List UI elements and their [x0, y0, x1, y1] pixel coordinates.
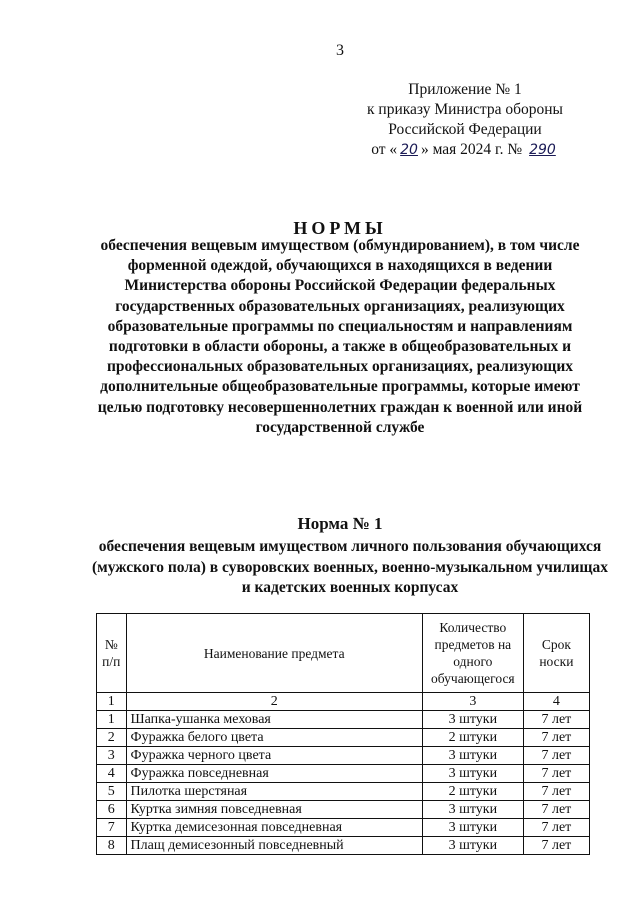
row-name: Пилотка шерстяная — [126, 783, 422, 801]
table-row — [97, 801, 590, 819]
table-row — [97, 765, 590, 783]
appendix-block — [340, 80, 590, 160]
row-qty: 2 штуки — [422, 729, 523, 747]
row-num: 4 — [97, 765, 127, 783]
index-cell: 3 — [422, 693, 523, 711]
row-num: 3 — [97, 747, 127, 765]
handwritten-day: 20 — [400, 142, 418, 158]
row-qty: 3 штуки — [422, 837, 523, 855]
row-term: 7 лет — [523, 765, 589, 783]
row-num: 5 — [97, 783, 127, 801]
norm-subtitle: обеспечения вещевым имуществом личного пользования обучающихся (мужского пола) в суворовских военных, военно-музыкальном училищах и кадетских военных корпусах — [91, 538, 608, 596]
norm-title: Норма № 1 — [297, 514, 383, 533]
row-qty: 3 штуки — [422, 711, 523, 729]
row-term: 7 лет — [523, 747, 589, 765]
index-cell: 1 — [97, 693, 127, 711]
row-name: Шапка-ушанка меховая — [126, 711, 422, 729]
row-name: Куртка демисезонная повседневная — [126, 819, 422, 837]
table-row — [97, 819, 590, 837]
table-row — [97, 837, 590, 855]
row-qty: 3 штуки — [422, 747, 523, 765]
row-name: Фуражка белого цвета — [126, 729, 422, 747]
row-num: 6 — [97, 801, 127, 819]
row-name: Куртка зимняя повседневная — [126, 801, 422, 819]
row-qty: 3 штуки — [422, 765, 523, 783]
appendix-line-3: Российской Федерации — [388, 121, 542, 138]
row-term: 7 лет — [523, 801, 589, 819]
row-qty: 3 штуки — [422, 801, 523, 819]
page-number: 3 — [336, 42, 344, 59]
row-name: Фуражка черного цвета — [126, 747, 422, 765]
row-name: Фуражка повседневная — [126, 765, 422, 783]
row-qty: 2 штуки — [422, 783, 523, 801]
row-num: 2 — [97, 729, 127, 747]
row-term: 7 лет — [523, 711, 589, 729]
row-num: 1 — [97, 711, 127, 729]
table-row — [97, 783, 590, 801]
row-term: 7 лет — [523, 729, 589, 747]
row-term: 7 лет — [523, 783, 589, 801]
document-title: НОРМЫ — [293, 218, 387, 238]
appendix-line-2: к приказу Министра обороны — [367, 101, 563, 118]
row-term: 7 лет — [523, 819, 589, 837]
table-row — [97, 711, 590, 729]
appendix-line-1: Приложение № 1 — [408, 81, 522, 98]
table-row — [97, 729, 590, 747]
handwritten-order-number: 290 — [529, 142, 556, 158]
table-header-row — [97, 614, 590, 693]
row-qty: 3 штуки — [422, 819, 523, 837]
header-term: Срок носки — [523, 614, 589, 693]
row-term: 7 лет — [523, 837, 589, 855]
table-row — [97, 747, 590, 765]
header-name: Наименование предмета — [126, 614, 422, 693]
row-num: 8 — [97, 837, 127, 855]
index-cell: 4 — [523, 693, 589, 711]
index-cell: 2 — [126, 693, 422, 711]
row-num: 7 — [97, 819, 127, 837]
row-name: Плащ демисезонный повседневный — [126, 837, 422, 855]
header-num: № п/п — [97, 614, 127, 693]
index-row — [97, 693, 590, 711]
norms-table — [96, 613, 590, 855]
date-prefix: от « — [371, 141, 398, 158]
appendix-date-line — [340, 140, 590, 160]
header-qty: Количество предметов на одного обучающегося — [422, 614, 523, 693]
date-middle: » мая 2024 г. № — [420, 141, 523, 158]
document-subtitle: обеспечения вещевым имуществом (обмундированием), в том числе форменной одеждой, обучающихся в находящихся в ведении Министерства обороны Российской Федерации федеральных государственных образовательных организациях, реализующих образовательные программы по специальностям и направлениям подготовки в области обороны, а также в общеобразовательных и профессиональных образовательных организациях, реализующих дополнительные общеобразовательные программы, которые имеют целью подготовку несовершеннолетних граждан к военной или иной государственной службе — [97, 237, 583, 436]
